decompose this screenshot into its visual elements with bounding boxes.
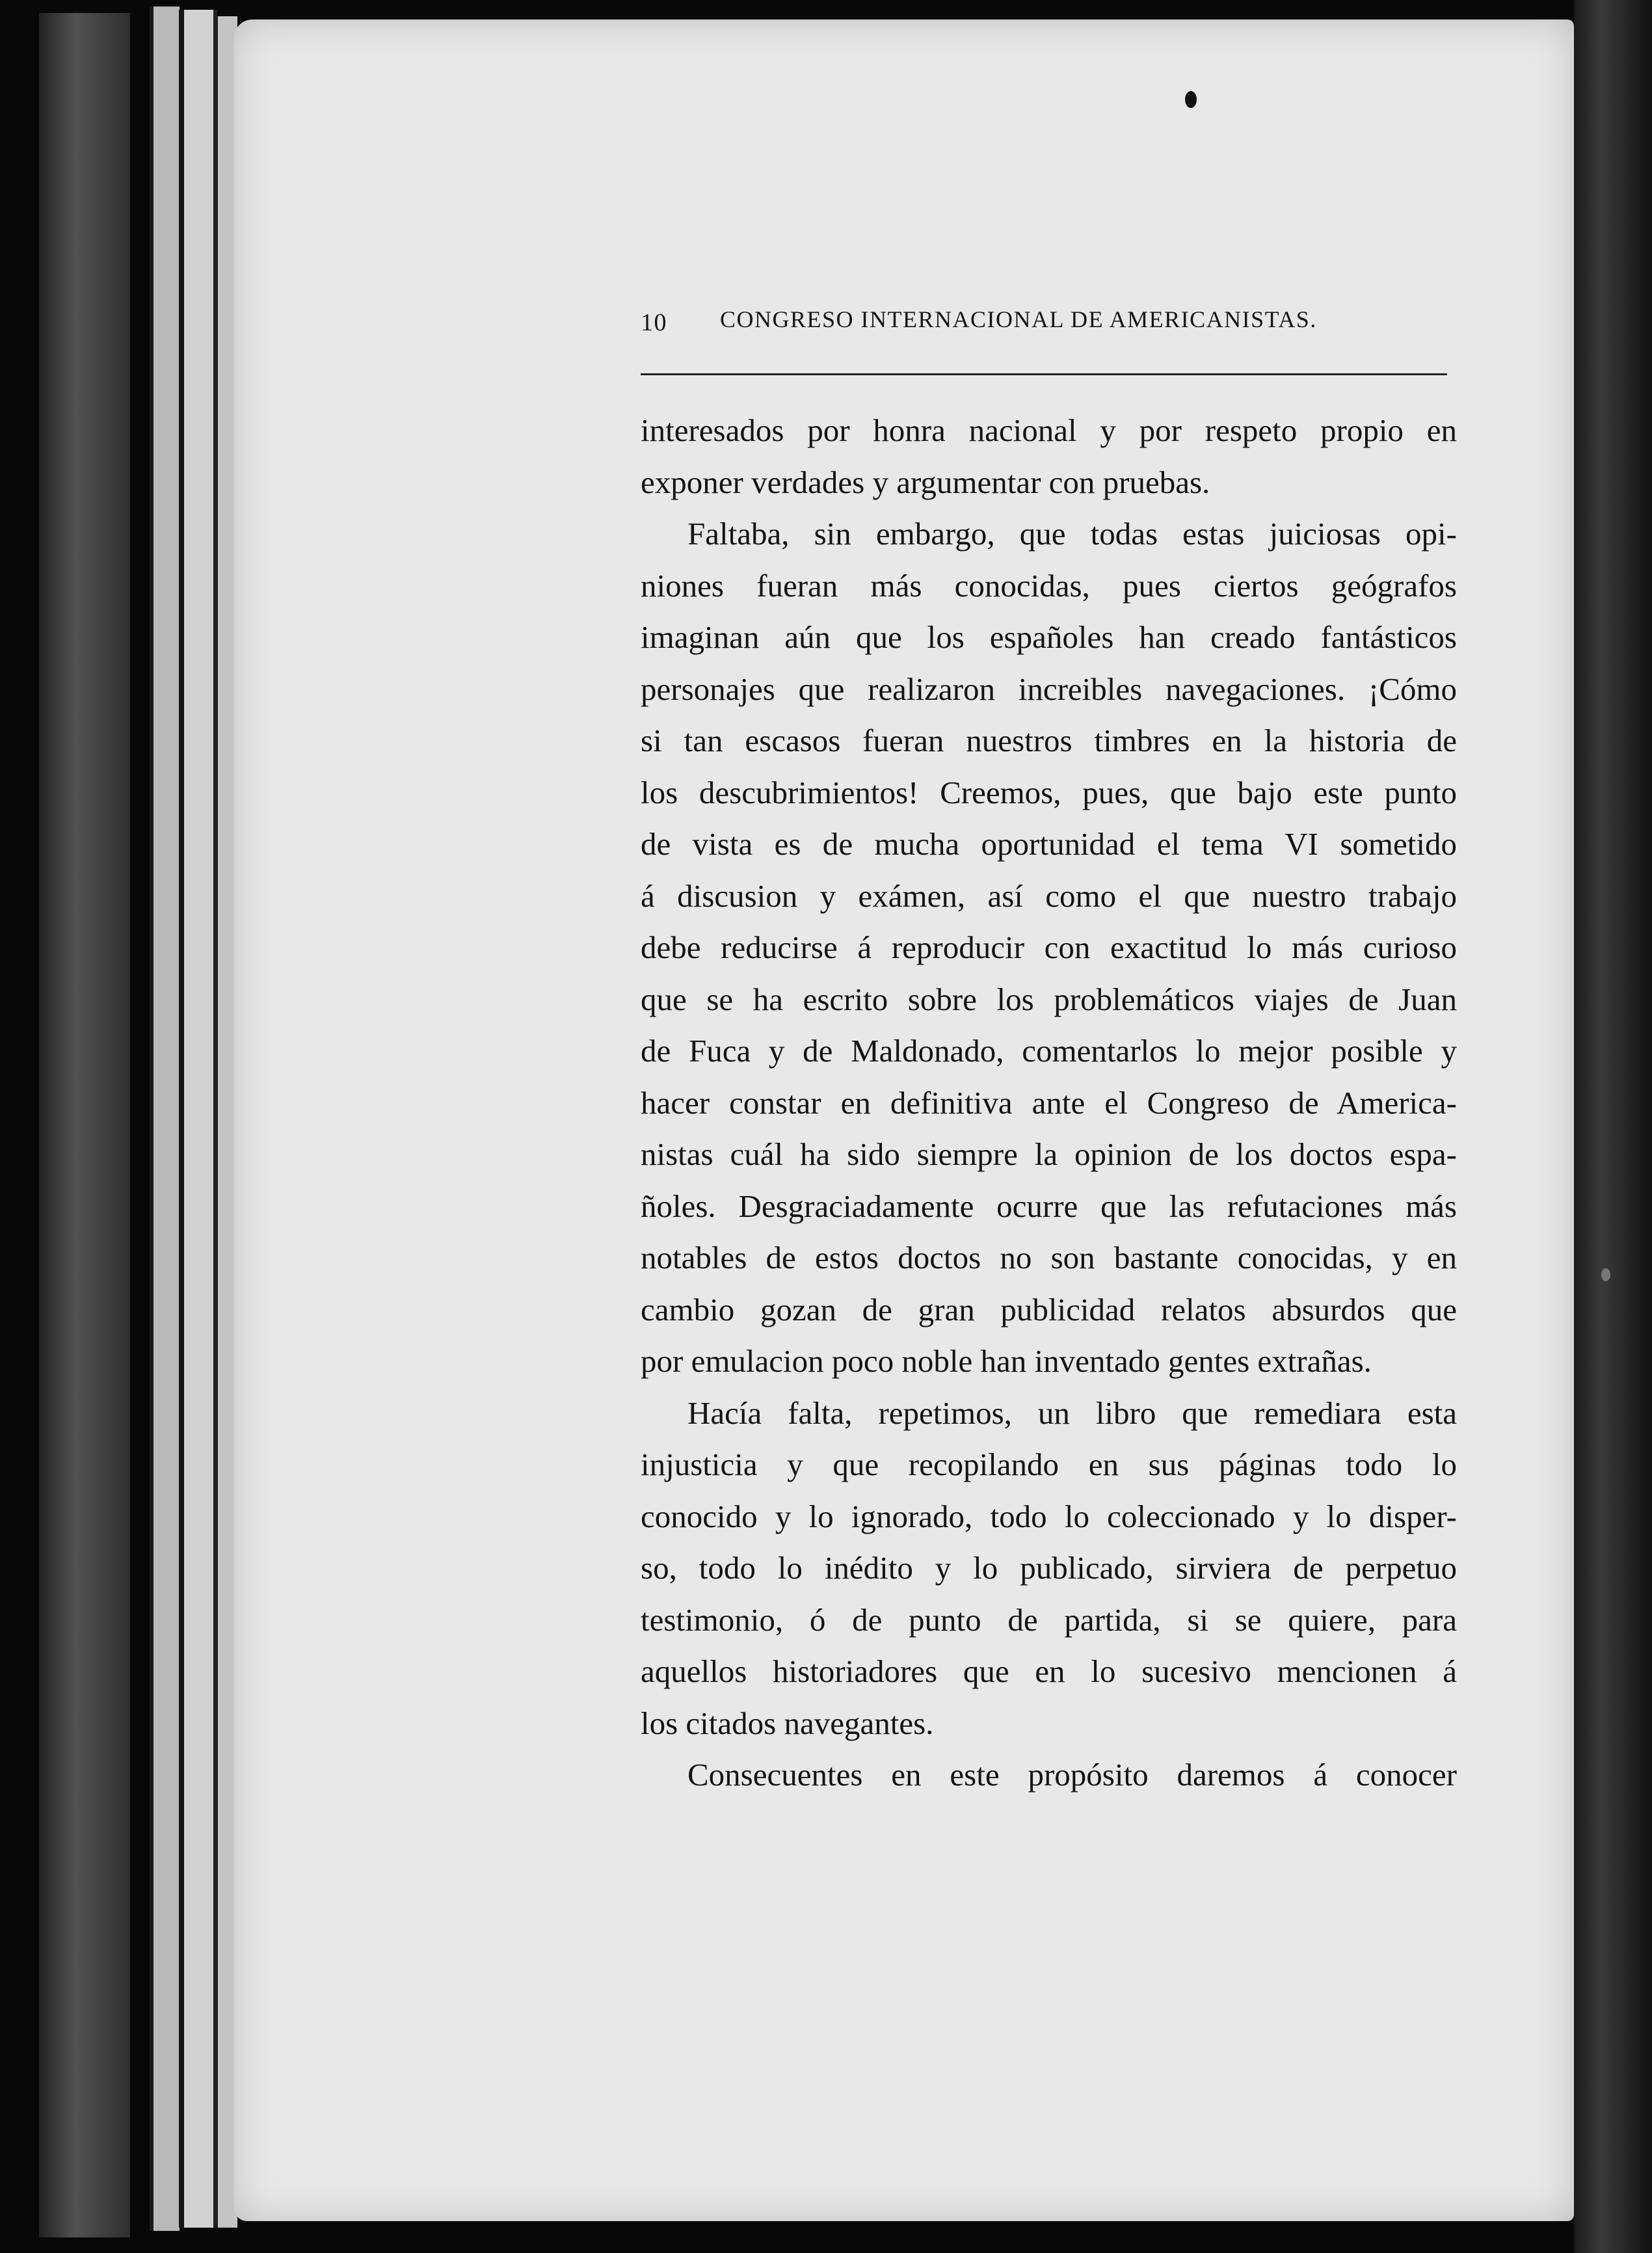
text-line: cambio gozan de gran publicidad relatos absurdos que <box>641 1291 1457 1327</box>
text-line: testimonio, ó de punto de partida, si se quiere, para <box>641 1601 1457 1638</box>
text-line: Consecuentes en este propósito daremos á conocer <box>687 1757 1457 1793</box>
text-line: si tan escasos fueran nuestros timbres en la historia de <box>641 723 1457 758</box>
text-line: que se ha escrito sobre los problemáticos viajes de Juan <box>641 981 1457 1017</box>
text-line: interesados por honra nacional y por respeto propio en <box>641 412 1457 448</box>
text-line: Faltaba, sin embargo, que todas estas juiciosas opi- <box>687 516 1457 552</box>
text-line: personajes que realizaron increibles navegaciones. ¡Cómo <box>641 671 1457 707</box>
book-edge <box>179 10 217 2228</box>
header-rule <box>641 373 1447 375</box>
text-line: nistas cuál ha sido siempre la opinion de los doctos espa- <box>641 1136 1457 1172</box>
text-line: notables de estos doctos no son bastante conocidas, y en <box>641 1240 1457 1275</box>
text-line: hacer constar en definitiva ante el Congreso de America- <box>641 1084 1457 1121</box>
text-line: debe reducirse á reproducir con exactitud lo más curioso <box>641 929 1457 965</box>
text-line: imaginan aún que los españoles han creado fantásticos <box>641 619 1457 655</box>
text-line: los descubrimientos! Creemos, pues, que bajo este punto <box>641 774 1457 810</box>
text-line: aquellos historiadores que en lo sucesivo mencionen á <box>641 1653 1457 1689</box>
running-header <box>641 306 1434 345</box>
book-edge <box>150 7 180 2231</box>
text-line: los citados navegantes. <box>641 1705 934 1741</box>
text-line: conocido y lo ignorado, todo lo coleccionado y lo disper- <box>641 1498 1457 1534</box>
text-line: ñoles. Desgraciadamente ocurre que las refutaciones más <box>641 1188 1457 1224</box>
ink-speck <box>1601 1268 1610 1281</box>
text-line: de vista es de mucha oportunidad el tema VI sometido <box>641 826 1457 862</box>
text-line: á discusion y exámen, así como el que nuestro trabajo <box>641 877 1457 914</box>
text-line: Hacía falta, repetimos, un libro que remediara esta <box>687 1394 1457 1431</box>
text-line: injusticia y que recopilando en sus páginas todo lo <box>641 1446 1457 1482</box>
ink-speck <box>1185 91 1197 108</box>
text-line: so, todo lo inédito y lo publicado, sirviera de perpetuo <box>641 1550 1457 1586</box>
right-shadow <box>1574 0 1652 2253</box>
page-number: 10 <box>641 309 667 336</box>
text-line: niones fueran más conocidas, pues ciertos geógrafos <box>641 567 1457 604</box>
running-title: CONGRESO INTERNACIONAL DE AMERICANISTAS. <box>720 306 1317 332</box>
text-line: por emulacion poco noble han inventado gentes extrañas. <box>641 1343 1372 1379</box>
body-text <box>641 405 1457 1801</box>
text-line: exponer verdades y argumentar con pruebas. <box>641 464 1210 500</box>
left-margin-strip <box>39 13 130 2237</box>
text-line: de Fuca y de Maldonado, comentarlos lo mejor posible y <box>641 1033 1457 1069</box>
